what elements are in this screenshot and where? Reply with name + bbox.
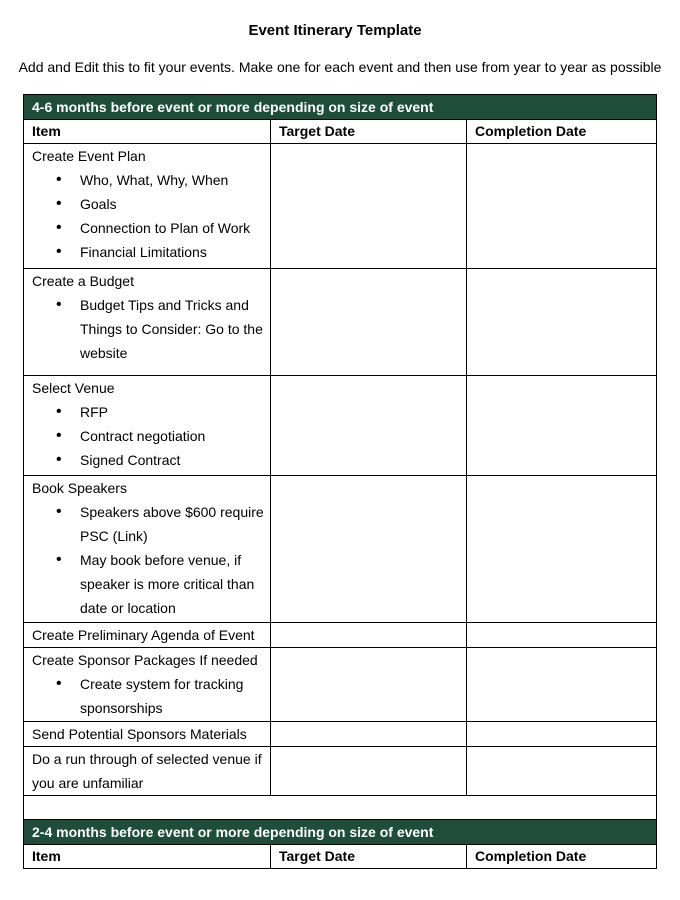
column-header-target-date: Target Date <box>271 845 467 869</box>
task-item-cell <box>24 623 271 648</box>
task-subitems <box>32 500 270 620</box>
completion-date-cell <box>467 623 657 648</box>
column-header-target-date: Target Date <box>271 120 467 144</box>
task-item-cell <box>24 722 271 747</box>
task-item-cell <box>24 476 271 623</box>
task-title: Do a run through of selected venue if you are unfamiliar <box>32 751 262 791</box>
task-item-cell <box>24 747 271 796</box>
section-header-row <box>24 820 657 845</box>
document-subtitle: Add and Edit this to fit your events. Make one for each event and then use from year to year as possible <box>18 59 662 75</box>
target-date-cell <box>271 376 467 476</box>
section-heading: 4-6 months before event or more depending on size of event <box>24 95 657 120</box>
task-title: Create Event Plan <box>32 148 146 164</box>
column-header-item: Item <box>24 120 271 144</box>
column-header-completion-date: Completion Date <box>467 845 657 869</box>
task-row <box>24 269 657 376</box>
column-header-row <box>24 120 657 144</box>
task-subitems <box>32 672 270 720</box>
target-date-cell <box>271 269 467 376</box>
subitem: • Speakers above $600 require PSC (Link) <box>80 500 270 548</box>
subitem: • Goals <box>80 192 270 216</box>
completion-date-cell <box>467 747 657 796</box>
task-row <box>24 623 657 648</box>
task-item-cell <box>24 144 271 269</box>
target-date-cell <box>271 476 467 623</box>
task-title: Create a Budget <box>32 273 134 289</box>
task-item-cell <box>24 648 271 722</box>
section-header-row <box>24 95 657 120</box>
subitem: • Budget Tips and Tricks and Things to Consider: Go to the website <box>80 293 270 365</box>
subitem: • Who, What, Why, When <box>80 168 270 192</box>
completion-date-cell <box>467 269 657 376</box>
itinerary-table <box>23 94 657 869</box>
target-date-cell <box>271 623 467 648</box>
completion-date-cell <box>467 144 657 269</box>
subitem: • RFP <box>80 400 270 424</box>
target-date-cell <box>271 648 467 722</box>
section-heading: 2-4 months before event or more depending on size of event <box>24 820 657 845</box>
task-row <box>24 747 657 796</box>
subitem: • Signed Contract <box>80 448 270 472</box>
task-subitems <box>32 293 270 365</box>
completion-date-cell <box>467 722 657 747</box>
task-title: Send Potential Sponsors Materials <box>32 726 247 742</box>
column-header-completion-date: Completion Date <box>467 120 657 144</box>
task-item-cell <box>24 376 271 476</box>
document-title: Event Itinerary Template <box>248 22 422 39</box>
task-title: Create Preliminary Agenda of Event <box>32 627 255 643</box>
subitem: • Financial Limitations <box>80 240 270 264</box>
task-row <box>24 648 657 722</box>
subitem: • Create system for tracking sponsorships <box>80 672 270 720</box>
task-row <box>24 476 657 623</box>
subitem: • Contract negotiation <box>80 424 270 448</box>
task-subitems <box>32 400 270 472</box>
completion-date-cell <box>467 476 657 623</box>
spacer-cell <box>24 796 657 820</box>
target-date-cell <box>271 747 467 796</box>
spacer-row <box>24 796 657 820</box>
task-row <box>24 144 657 269</box>
task-title: Book Speakers <box>32 480 127 496</box>
task-title: Create Sponsor Packages If needed <box>32 652 258 668</box>
task-item-cell <box>24 269 271 376</box>
target-date-cell <box>271 144 467 269</box>
completion-date-cell <box>467 376 657 476</box>
column-header-row <box>24 845 657 869</box>
task-subitems <box>32 168 270 264</box>
task-row <box>24 376 657 476</box>
subitem: • May book before venue, if speaker is more critical than date or location <box>80 548 270 620</box>
task-row <box>24 722 657 747</box>
completion-date-cell <box>467 648 657 722</box>
column-header-item: Item <box>24 845 271 869</box>
subitem: • Connection to Plan of Work <box>80 216 270 240</box>
task-title: Select Venue <box>32 380 115 396</box>
target-date-cell <box>271 722 467 747</box>
